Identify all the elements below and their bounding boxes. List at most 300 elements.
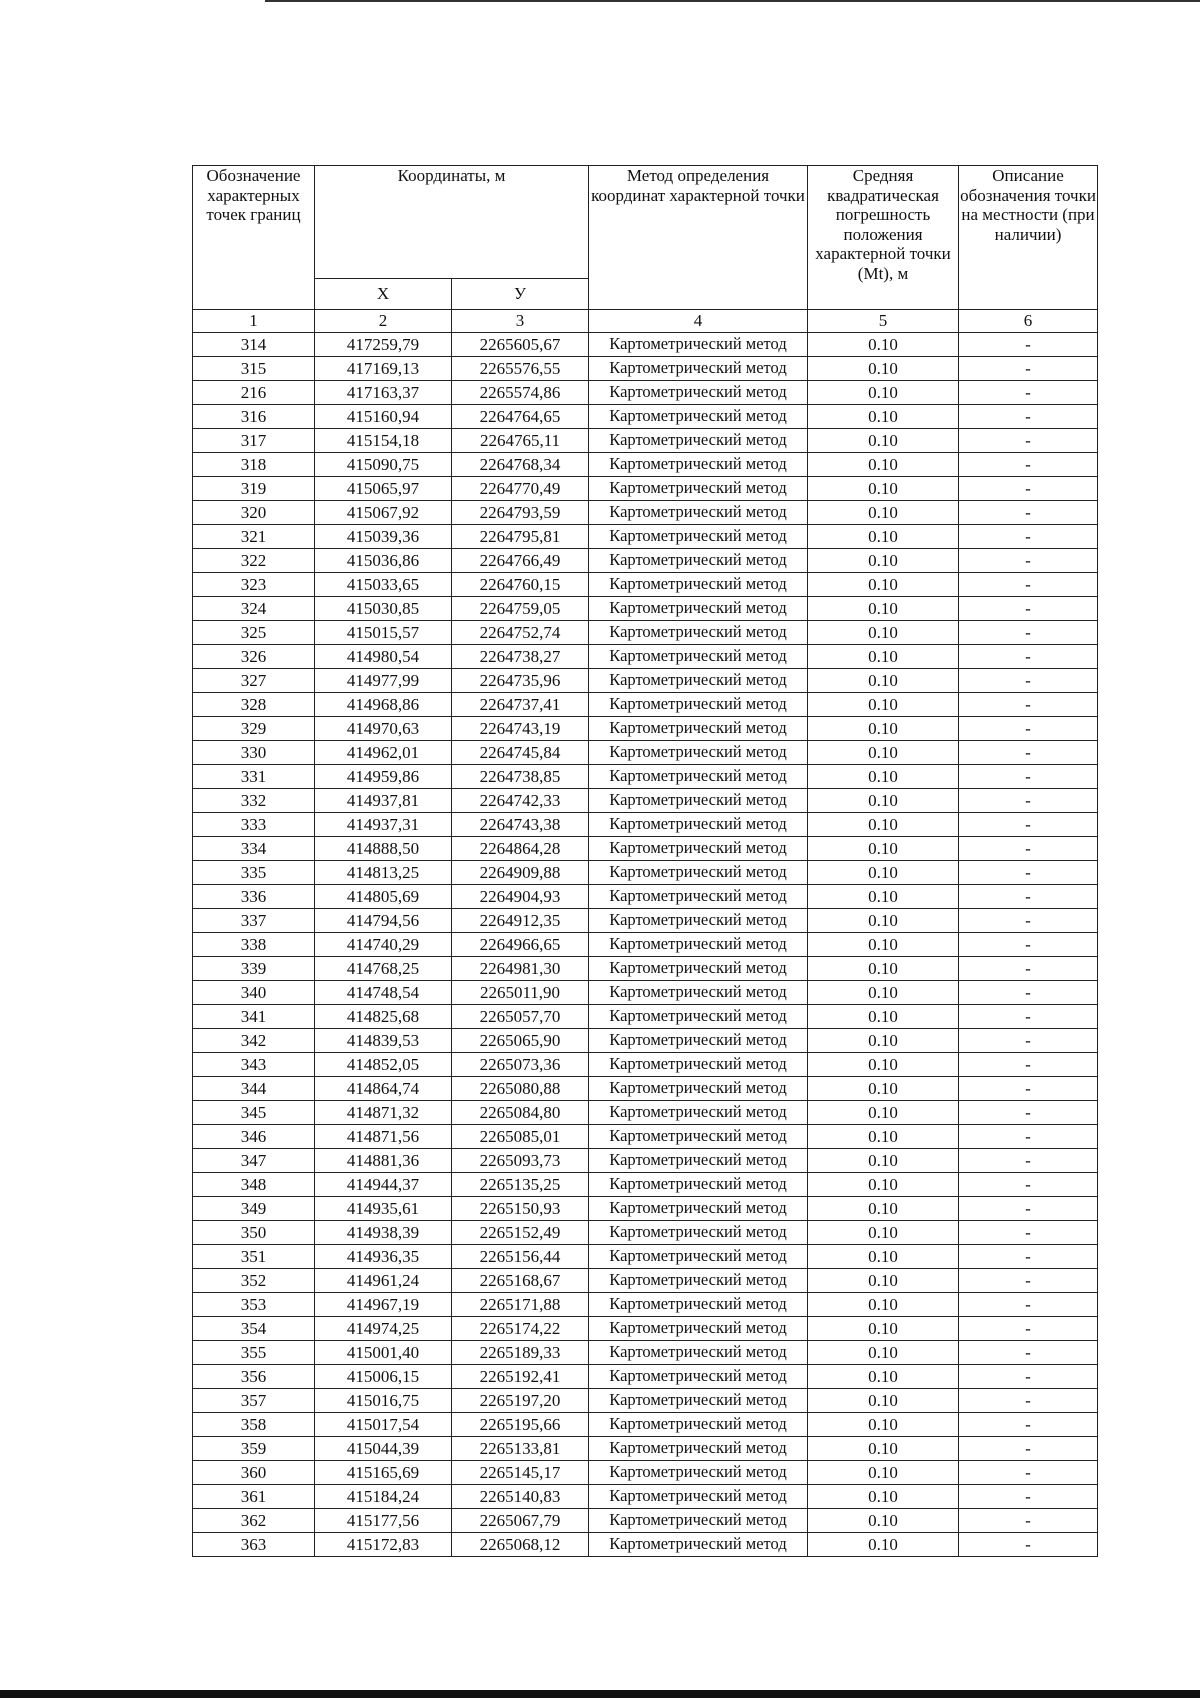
- table-row: [193, 693, 1098, 717]
- boundary-points-table: [192, 165, 1098, 1557]
- method-cell: Картометрический метод: [589, 1053, 808, 1077]
- error-cell: 0.10: [808, 789, 959, 813]
- table-row: [193, 1437, 1098, 1461]
- description-cell: -: [959, 1413, 1098, 1437]
- description-cell: -: [959, 789, 1098, 813]
- method-cell: Картометрический метод: [589, 1413, 808, 1437]
- y-coordinate-cell: 2264765,11: [452, 429, 589, 453]
- y-coordinate-cell: 2264742,33: [452, 789, 589, 813]
- table-row: [193, 333, 1098, 357]
- method-cell: Картометрический метод: [589, 1317, 808, 1341]
- x-coordinate-cell: 415039,36: [315, 525, 452, 549]
- table-row: [193, 525, 1098, 549]
- y-coordinate-cell: 2264904,93: [452, 885, 589, 909]
- y-coordinate-cell: 2265168,67: [452, 1269, 589, 1293]
- y-coordinate-cell: 2264864,28: [452, 837, 589, 861]
- description-cell: -: [959, 1509, 1098, 1533]
- point-id-cell: 347: [193, 1149, 315, 1173]
- x-coordinate-cell: 414959,86: [315, 765, 452, 789]
- y-coordinate-cell: 2265195,66: [452, 1413, 589, 1437]
- top-border-line: [265, 0, 1200, 2]
- error-cell: 0.10: [808, 429, 959, 453]
- description-cell: -: [959, 477, 1098, 501]
- x-coordinate-cell: 415165,69: [315, 1461, 452, 1485]
- x-coordinate-cell: 415154,18: [315, 429, 452, 453]
- y-coordinate-cell: 2264738,85: [452, 765, 589, 789]
- description-cell: -: [959, 357, 1098, 381]
- description-cell: -: [959, 1365, 1098, 1389]
- table-row: [193, 741, 1098, 765]
- error-cell: 0.10: [808, 405, 959, 429]
- point-id-cell: 317: [193, 429, 315, 453]
- method-cell: Картометрический метод: [589, 693, 808, 717]
- x-coordinate-cell: 415172,83: [315, 1533, 452, 1557]
- x-coordinate-cell: 414974,25: [315, 1317, 452, 1341]
- x-coordinate-cell: 414839,53: [315, 1029, 452, 1053]
- y-coordinate-cell: 2264793,59: [452, 501, 589, 525]
- x-coordinate-cell: 414740,29: [315, 933, 452, 957]
- method-cell: Картометрический метод: [589, 381, 808, 405]
- point-id-cell: 344: [193, 1077, 315, 1101]
- error-cell: 0.10: [808, 1437, 959, 1461]
- x-coordinate-cell: 414881,36: [315, 1149, 452, 1173]
- point-id-cell: 349: [193, 1197, 315, 1221]
- point-id-cell: 337: [193, 909, 315, 933]
- error-cell: 0.10: [808, 1293, 959, 1317]
- point-id-cell: 332: [193, 789, 315, 813]
- method-cell: Картометрический метод: [589, 1197, 808, 1221]
- description-cell: -: [959, 669, 1098, 693]
- method-cell: Картометрический метод: [589, 909, 808, 933]
- column-number: 1: [193, 310, 315, 333]
- y-coordinate-cell: 2264966,65: [452, 933, 589, 957]
- y-coordinate-cell: 2265057,70: [452, 1005, 589, 1029]
- y-coordinate-cell: 2265574,86: [452, 381, 589, 405]
- point-id-cell: 360: [193, 1461, 315, 1485]
- method-cell: Картометрический метод: [589, 405, 808, 429]
- description-cell: -: [959, 1197, 1098, 1221]
- point-id-cell: 336: [193, 885, 315, 909]
- error-cell: 0.10: [808, 837, 959, 861]
- description-cell: -: [959, 1461, 1098, 1485]
- x-coordinate-cell: 415184,24: [315, 1485, 452, 1509]
- error-cell: 0.10: [808, 717, 959, 741]
- point-id-cell: 354: [193, 1317, 315, 1341]
- column-number: 4: [589, 310, 808, 333]
- x-coordinate-cell: 417169,13: [315, 357, 452, 381]
- x-coordinate-cell: 414871,56: [315, 1125, 452, 1149]
- error-cell: 0.10: [808, 597, 959, 621]
- description-cell: -: [959, 1149, 1098, 1173]
- description-cell: -: [959, 1053, 1098, 1077]
- table-row: [193, 429, 1098, 453]
- error-cell: 0.10: [808, 765, 959, 789]
- description-cell: -: [959, 1029, 1098, 1053]
- x-coordinate-cell: 414937,81: [315, 789, 452, 813]
- error-cell: 0.10: [808, 1365, 959, 1389]
- error-cell: 0.10: [808, 621, 959, 645]
- point-id-cell: 319: [193, 477, 315, 501]
- method-cell: Картометрический метод: [589, 717, 808, 741]
- point-id-cell: 363: [193, 1533, 315, 1557]
- error-cell: 0.10: [808, 933, 959, 957]
- x-coordinate-cell: 415177,56: [315, 1509, 452, 1533]
- point-id-cell: 314: [193, 333, 315, 357]
- method-cell: Картометрический метод: [589, 765, 808, 789]
- x-coordinate-cell: 415160,94: [315, 405, 452, 429]
- y-coordinate-cell: 2265068,12: [452, 1533, 589, 1557]
- x-coordinate-cell: 417163,37: [315, 381, 452, 405]
- x-coordinate-cell: 415015,57: [315, 621, 452, 645]
- x-coordinate-cell: 414864,74: [315, 1077, 452, 1101]
- x-coordinate-cell: 417259,79: [315, 333, 452, 357]
- header-x: X: [315, 279, 452, 310]
- table-row: [193, 1149, 1098, 1173]
- table-row: [193, 1365, 1098, 1389]
- method-cell: Картометрический метод: [589, 1341, 808, 1365]
- y-coordinate-cell: 2265156,44: [452, 1245, 589, 1269]
- error-cell: 0.10: [808, 501, 959, 525]
- table-row: [193, 1029, 1098, 1053]
- table-row: [193, 1317, 1098, 1341]
- point-id-cell: 321: [193, 525, 315, 549]
- y-coordinate-cell: 2264745,84: [452, 741, 589, 765]
- y-coordinate-cell: 2265133,81: [452, 1437, 589, 1461]
- point-id-cell: 348: [193, 1173, 315, 1197]
- error-cell: 0.10: [808, 573, 959, 597]
- table-row: [193, 813, 1098, 837]
- x-coordinate-cell: 414888,50: [315, 837, 452, 861]
- point-id-cell: 333: [193, 813, 315, 837]
- description-cell: -: [959, 525, 1098, 549]
- header-designation: Обозначение характерных точек границ: [193, 166, 315, 310]
- method-cell: Картометрический метод: [589, 429, 808, 453]
- error-cell: 0.10: [808, 453, 959, 477]
- x-coordinate-cell: 415036,86: [315, 549, 452, 573]
- y-coordinate-cell: 2265093,73: [452, 1149, 589, 1173]
- description-cell: -: [959, 1173, 1098, 1197]
- method-cell: Картометрический метод: [589, 1245, 808, 1269]
- column-number: 6: [959, 310, 1098, 333]
- y-coordinate-cell: 2264760,15: [452, 573, 589, 597]
- table-row: [193, 1341, 1098, 1365]
- table-row: [193, 717, 1098, 741]
- table-row: [193, 885, 1098, 909]
- error-cell: 0.10: [808, 645, 959, 669]
- point-id-cell: 345: [193, 1101, 315, 1125]
- y-coordinate-cell: 2264909,88: [452, 861, 589, 885]
- error-cell: 0.10: [808, 1341, 959, 1365]
- table-row: [193, 1005, 1098, 1029]
- error-cell: 0.10: [808, 381, 959, 405]
- table-row: [193, 1173, 1098, 1197]
- point-id-cell: 342: [193, 1029, 315, 1053]
- point-id-cell: 362: [193, 1509, 315, 1533]
- point-id-cell: 361: [193, 1485, 315, 1509]
- x-coordinate-cell: 414970,63: [315, 717, 452, 741]
- error-cell: 0.10: [808, 861, 959, 885]
- y-coordinate-cell: 2265145,17: [452, 1461, 589, 1485]
- table-row: [193, 1461, 1098, 1485]
- x-coordinate-cell: 414813,25: [315, 861, 452, 885]
- method-cell: Картометрический метод: [589, 1509, 808, 1533]
- x-coordinate-cell: 414967,19: [315, 1293, 452, 1317]
- y-coordinate-cell: 2265174,22: [452, 1317, 589, 1341]
- column-number: 3: [452, 310, 589, 333]
- method-cell: Картометрический метод: [589, 861, 808, 885]
- error-cell: 0.10: [808, 981, 959, 1005]
- error-cell: 0.10: [808, 1461, 959, 1485]
- error-cell: 0.10: [808, 477, 959, 501]
- point-id-cell: 320: [193, 501, 315, 525]
- point-id-cell: 328: [193, 693, 315, 717]
- error-cell: 0.10: [808, 549, 959, 573]
- y-coordinate-cell: 2265084,80: [452, 1101, 589, 1125]
- description-cell: -: [959, 717, 1098, 741]
- y-coordinate-cell: 2265080,88: [452, 1077, 589, 1101]
- error-cell: 0.10: [808, 1317, 959, 1341]
- error-cell: 0.10: [808, 1533, 959, 1557]
- x-coordinate-cell: 415044,39: [315, 1437, 452, 1461]
- point-id-cell: 335: [193, 861, 315, 885]
- error-cell: 0.10: [808, 1029, 959, 1053]
- method-cell: Картометрический метод: [589, 549, 808, 573]
- y-coordinate-cell: 2265067,79: [452, 1509, 589, 1533]
- x-coordinate-cell: 414961,24: [315, 1269, 452, 1293]
- method-cell: Картометрический метод: [589, 933, 808, 957]
- description-cell: -: [959, 1101, 1098, 1125]
- method-cell: Картометрический метод: [589, 837, 808, 861]
- table-row: [193, 1245, 1098, 1269]
- error-cell: 0.10: [808, 1101, 959, 1125]
- description-cell: -: [959, 621, 1098, 645]
- table-row: [193, 597, 1098, 621]
- x-coordinate-cell: 414936,35: [315, 1245, 452, 1269]
- description-cell: -: [959, 1245, 1098, 1269]
- method-cell: Картометрический метод: [589, 669, 808, 693]
- table-row: [193, 909, 1098, 933]
- x-coordinate-cell: 414980,54: [315, 645, 452, 669]
- description-cell: -: [959, 957, 1098, 981]
- table-row: [193, 1101, 1098, 1125]
- point-id-cell: 334: [193, 837, 315, 861]
- method-cell: Картометрический метод: [589, 1389, 808, 1413]
- point-id-cell: 350: [193, 1221, 315, 1245]
- table-row: [193, 933, 1098, 957]
- method-cell: Картометрический метод: [589, 453, 808, 477]
- y-coordinate-cell: 2265605,67: [452, 333, 589, 357]
- point-id-cell: 216: [193, 381, 315, 405]
- table-row: [193, 357, 1098, 381]
- table-row: [193, 381, 1098, 405]
- x-coordinate-cell: 414748,54: [315, 981, 452, 1005]
- x-coordinate-cell: 415090,75: [315, 453, 452, 477]
- description-cell: -: [959, 453, 1098, 477]
- point-id-cell: 351: [193, 1245, 315, 1269]
- table-row: [193, 1413, 1098, 1437]
- method-cell: Картометрический метод: [589, 885, 808, 909]
- method-cell: Картометрический метод: [589, 981, 808, 1005]
- method-cell: Картометрический метод: [589, 1269, 808, 1293]
- y-coordinate-cell: 2264735,96: [452, 669, 589, 693]
- method-cell: Картометрический метод: [589, 597, 808, 621]
- method-cell: Картометрический метод: [589, 621, 808, 645]
- y-coordinate-cell: 2265135,25: [452, 1173, 589, 1197]
- method-cell: Картометрический метод: [589, 1005, 808, 1029]
- header-coordinates: Координаты, м: [315, 166, 589, 279]
- x-coordinate-cell: 414938,39: [315, 1221, 452, 1245]
- description-cell: -: [959, 813, 1098, 837]
- y-coordinate-cell: 2265150,93: [452, 1197, 589, 1221]
- y-coordinate-cell: 2265171,88: [452, 1293, 589, 1317]
- x-coordinate-cell: 415006,15: [315, 1365, 452, 1389]
- column-number: 5: [808, 310, 959, 333]
- point-id-cell: 329: [193, 717, 315, 741]
- x-coordinate-cell: 414944,37: [315, 1173, 452, 1197]
- table-row: [193, 1509, 1098, 1533]
- table-row: [193, 837, 1098, 861]
- point-id-cell: 359: [193, 1437, 315, 1461]
- y-coordinate-cell: 2264737,41: [452, 693, 589, 717]
- method-cell: Картометрический метод: [589, 813, 808, 837]
- error-cell: 0.10: [808, 333, 959, 357]
- error-cell: 0.10: [808, 1005, 959, 1029]
- error-cell: 0.10: [808, 1485, 959, 1509]
- point-id-cell: 324: [193, 597, 315, 621]
- method-cell: Картометрический метод: [589, 1485, 808, 1509]
- description-cell: -: [959, 501, 1098, 525]
- table-row: [193, 1053, 1098, 1077]
- x-coordinate-cell: 414935,61: [315, 1197, 452, 1221]
- y-coordinate-cell: 2264795,81: [452, 525, 589, 549]
- header-y: У: [452, 279, 589, 310]
- error-cell: 0.10: [808, 525, 959, 549]
- method-cell: Картометрический метод: [589, 957, 808, 981]
- method-cell: Картометрический метод: [589, 1029, 808, 1053]
- point-id-cell: 343: [193, 1053, 315, 1077]
- table-row: [193, 405, 1098, 429]
- error-cell: 0.10: [808, 1173, 959, 1197]
- method-cell: Картометрический метод: [589, 1077, 808, 1101]
- description-cell: -: [959, 429, 1098, 453]
- description-cell: -: [959, 765, 1098, 789]
- error-cell: 0.10: [808, 1389, 959, 1413]
- method-cell: Картометрический метод: [589, 357, 808, 381]
- table-body: [193, 333, 1098, 1557]
- x-coordinate-cell: 414977,99: [315, 669, 452, 693]
- method-cell: Картометрический метод: [589, 501, 808, 525]
- method-cell: Картометрический метод: [589, 1173, 808, 1197]
- table-row: [193, 549, 1098, 573]
- description-cell: -: [959, 885, 1098, 909]
- point-id-cell: 357: [193, 1389, 315, 1413]
- x-coordinate-cell: 415016,75: [315, 1389, 452, 1413]
- method-cell: Картометрический метод: [589, 1293, 808, 1317]
- y-coordinate-cell: 2264981,30: [452, 957, 589, 981]
- description-cell: -: [959, 573, 1098, 597]
- table-row: [193, 765, 1098, 789]
- y-coordinate-cell: 2264759,05: [452, 597, 589, 621]
- table-row: [193, 573, 1098, 597]
- y-coordinate-cell: 2265576,55: [452, 357, 589, 381]
- y-coordinate-cell: 2265011,90: [452, 981, 589, 1005]
- description-cell: -: [959, 981, 1098, 1005]
- error-cell: 0.10: [808, 1221, 959, 1245]
- table-row: [193, 789, 1098, 813]
- description-cell: -: [959, 909, 1098, 933]
- description-cell: -: [959, 549, 1098, 573]
- description-cell: -: [959, 861, 1098, 885]
- description-cell: -: [959, 645, 1098, 669]
- method-cell: Картометрический метод: [589, 525, 808, 549]
- description-cell: -: [959, 693, 1098, 717]
- description-cell: -: [959, 741, 1098, 765]
- point-id-cell: 316: [193, 405, 315, 429]
- y-coordinate-cell: 2264768,34: [452, 453, 589, 477]
- point-id-cell: 355: [193, 1341, 315, 1365]
- y-coordinate-cell: 2265065,90: [452, 1029, 589, 1053]
- point-id-cell: 356: [193, 1365, 315, 1389]
- y-coordinate-cell: 2264912,35: [452, 909, 589, 933]
- point-id-cell: 325: [193, 621, 315, 645]
- y-coordinate-cell: 2265073,36: [452, 1053, 589, 1077]
- point-id-cell: 322: [193, 549, 315, 573]
- point-id-cell: 338: [193, 933, 315, 957]
- error-cell: 0.10: [808, 693, 959, 717]
- description-cell: -: [959, 1341, 1098, 1365]
- x-coordinate-cell: 415067,92: [315, 501, 452, 525]
- y-coordinate-cell: 2264770,49: [452, 477, 589, 501]
- x-coordinate-cell: 414805,69: [315, 885, 452, 909]
- column-number: 2: [315, 310, 452, 333]
- description-cell: -: [959, 333, 1098, 357]
- point-id-cell: 352: [193, 1269, 315, 1293]
- x-coordinate-cell: 414825,68: [315, 1005, 452, 1029]
- point-id-cell: 318: [193, 453, 315, 477]
- table-row: [193, 645, 1098, 669]
- point-id-cell: 339: [193, 957, 315, 981]
- y-coordinate-cell: 2265197,20: [452, 1389, 589, 1413]
- bottom-border-line: [0, 1690, 1200, 1698]
- error-cell: 0.10: [808, 909, 959, 933]
- point-id-cell: 327: [193, 669, 315, 693]
- column-number-row: [193, 310, 1098, 333]
- table-row: [193, 1125, 1098, 1149]
- y-coordinate-cell: 2265140,83: [452, 1485, 589, 1509]
- y-coordinate-cell: 2264752,74: [452, 621, 589, 645]
- y-coordinate-cell: 2265189,33: [452, 1341, 589, 1365]
- y-coordinate-cell: 2265085,01: [452, 1125, 589, 1149]
- method-cell: Картометрический метод: [589, 1365, 808, 1389]
- table-row: [193, 669, 1098, 693]
- method-cell: Картометрический метод: [589, 789, 808, 813]
- point-id-cell: 323: [193, 573, 315, 597]
- error-cell: 0.10: [808, 1509, 959, 1533]
- description-cell: -: [959, 837, 1098, 861]
- table-row: [193, 957, 1098, 981]
- table-row: [193, 621, 1098, 645]
- y-coordinate-cell: 2264764,65: [452, 405, 589, 429]
- description-cell: -: [959, 1269, 1098, 1293]
- y-coordinate-cell: 2264738,27: [452, 645, 589, 669]
- point-id-cell: 341: [193, 1005, 315, 1029]
- x-coordinate-cell: 415065,97: [315, 477, 452, 501]
- description-cell: -: [959, 1221, 1098, 1245]
- x-coordinate-cell: 414794,56: [315, 909, 452, 933]
- x-coordinate-cell: 414968,86: [315, 693, 452, 717]
- x-coordinate-cell: 415001,40: [315, 1341, 452, 1365]
- description-cell: -: [959, 1389, 1098, 1413]
